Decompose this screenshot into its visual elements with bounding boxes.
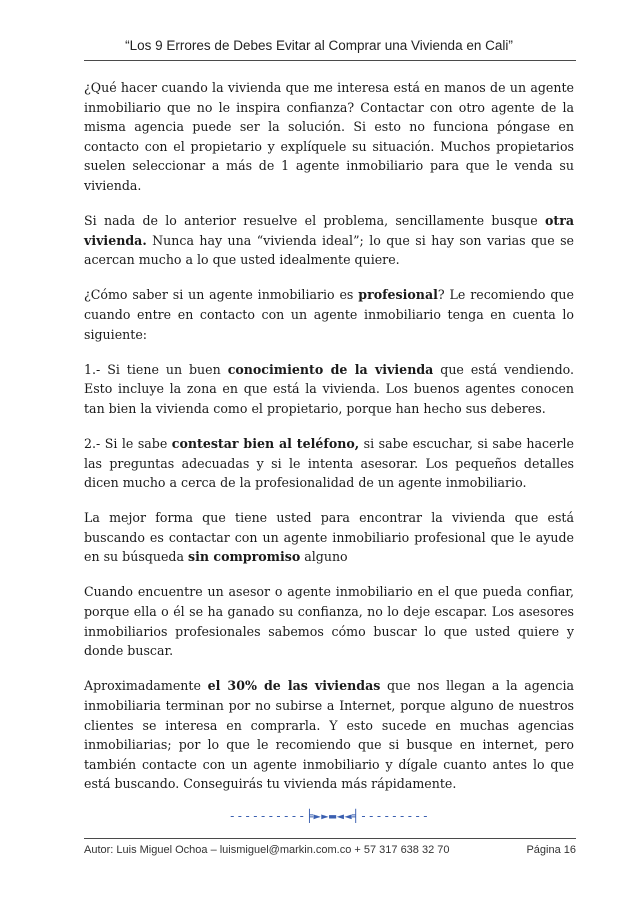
paragraph-other-home: Si nada de lo anterior resuelve el problema, sencillamente busque otra vivienda. Nunca hay una “vivienda ideal”; lo que si hay son varias que se acercan mucho a lo que usted idealmente quiere. [84,213,574,268]
emphasis-telefono: contestar bien al teléfono, [171,435,360,451]
emphasis-profesional: profesional [358,287,438,303]
page-header: “Los 9 Errores de Debes Evitar al Comprar una Vivienda en Cali” [125,38,513,53]
footer-author: Autor: Luis Miguel Ochoa – luismiguel@markin.com.co + 57 317 638 32 70 [84,844,450,856]
paragraph-best-way: La mejor forma que tiene usted para encontrar la vivienda que está buscando es contactar con un agente inmobiliario profesional que le ayude en su búsqueda sin compromiso alguno [84,510,574,565]
footer-divider [84,838,576,839]
decorative-separator: ----------╞►►▬◄◄╡--------- [228,809,430,824]
document-body [84,78,574,827]
paragraph-agent-trust: ¿Qué hacer cuando la vivienda que me interesa está en manos de un agente inmobiliario que no le inspira confianza? Contactar con otro agente de la misma agencia puede ser la solución. Si esto no funciona póngase en contacto con el propietario y explíquele su situación. Muchos propietarios suelen seleccionar a más de 1 agente inmobiliario para que le venda su vivienda. [84,80,574,193]
list-item-1: 1.- Si tiene un buen conocimiento de la vivienda que está vendiendo. Esto incluye la zona en que está la vivienda. Los buenos agentes conocen tan bien la vivienda como el propietario, porque han hecho sus deberes. [84,361,575,416]
paragraph-trusted-advisor: Cuando encuentre un asesor o agente inmobiliario en el que pueda confiar, porque ella o él se ha ganado su confianza, no lo deje escapar. Los asesores inmobiliarios profesionales sabemos cómo buscar lo que usted quiere y donde buscar. [84,584,574,659]
emphasis-otra-vivienda: otra vivienda. [84,213,574,248]
emphasis-30-percent: el 30% de las viviendas [207,678,381,694]
paragraph-professional-agent: ¿Cómo saber si un agente inmobiliario es profesional? Le recomiendo que cuando entre en contacto con un agente inmobiliario tenga en cuenta lo siguiente: [84,287,574,342]
page-footer [84,844,576,856]
paragraph-30-percent: Aproximadamente el 30% de las viviendas que nos llegan a la agencia inmobiliaria terminan por no subirse a Internet, porque alguno de nuestros clientes se interesa en comprarla. Y esto sucede en muchas agencias inmobiliarias; por lo que le recomiendo que si busque en internet, pero también contacte con un agente inmobiliario y dígale cuanto antes lo que está buscando. Conseguirás tu vivienda más rápidamente. [84,678,575,792]
emphasis-sin-compromiso: sin compromiso [187,549,301,565]
header-divider [84,60,576,61]
page-number: Página 16 [526,844,576,856]
list-item-2: 2.- Si le sabe contestar bien al teléfono, si sabe escuchar, si sabe hacerle las preguntas adecuadas y si le intenta asesorar. Los pequeños detalles dicen mucho a cerca de la profesionalidad de un agente inmobiliario. [84,435,574,491]
emphasis-conocimiento: conocimiento de la vivienda [227,361,434,377]
